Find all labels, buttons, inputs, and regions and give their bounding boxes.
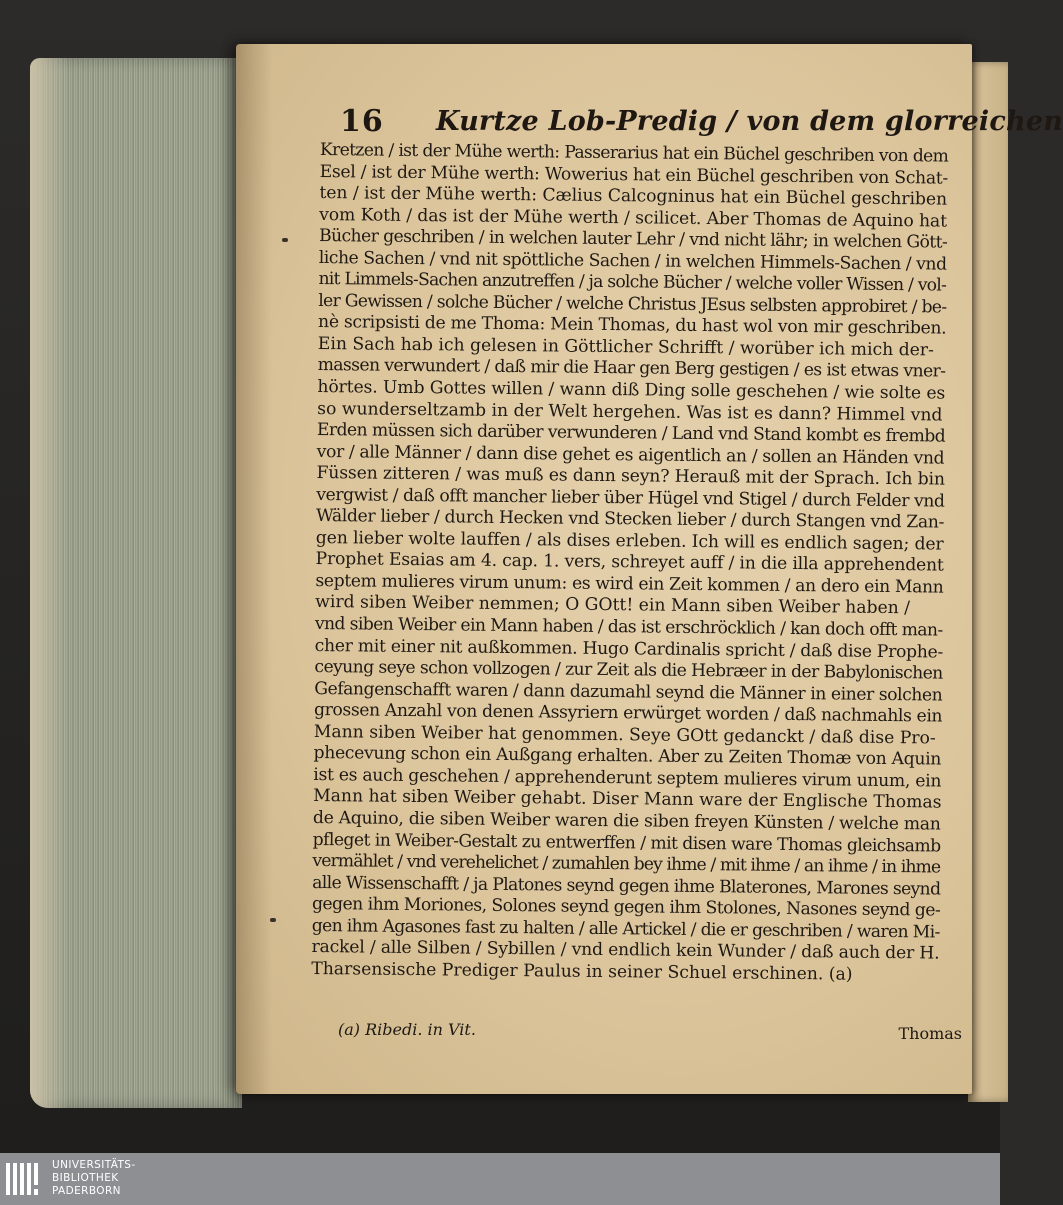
text-line: Mann siben Weiber hat genommen. Seye GOtt gedanckt / daß dise Pro- (313, 721, 936, 749)
text-line: Erden müssen sich darüber verwunderen / Land vnd Stand kombt es frembd (316, 420, 946, 447)
text-line: vom Koth / das ist der Mühe werth / scilicet. Aber Thomas de Aquino hat (319, 204, 948, 232)
text-line: nè scripsisti de me Thoma: Mein Thomas, du hast wol von mir geschriben. (317, 312, 947, 339)
text-line: pfleget in Weiber-Gestalt zu entwerffen / mit disen ware Thomas gleichsamb (312, 829, 941, 857)
text-line: septem mulieres virum unum: es wird ein Zeit kommen / an dero ein Mann (315, 570, 944, 598)
text-line: cher mit einer nit außkommen. Hugo Cardinalis spricht / daß dise Prophe- (314, 635, 944, 663)
text-line: Mann hat siben Weiber gehabt. Diser Mann ware der Englische Thomas (313, 786, 942, 813)
facing-page-edge (968, 62, 1008, 1102)
text-line: gen lieber wolte lauffen / als dises erleben. Ich will es endlich sagen; der (315, 527, 944, 555)
book-page-edges (30, 58, 242, 1108)
text-line: rackel / alle Silben / Sybillen / vnd endlich kein Wunder / daß auch der H. (311, 937, 940, 964)
page-header (340, 104, 1063, 144)
text-line: ler Gewissen / solche Bücher / welche Christus JEsus selbsten approbiret / be- (318, 290, 947, 318)
library-name-line-1: UNIVERSITÄTS- (52, 1159, 136, 1171)
text-line: massen verwundert / daß mir die Haar gen Berg gestigen / es ist etwas vner- (317, 355, 946, 383)
text-line: vermählet / vnd verehelichet / zumahlen bey ihme / mit ihme / an ihme / in ihme (312, 851, 941, 878)
text-line: Prophet Esaias am 4. cap. 1. vers, schreyet auff / in die illa apprehendent (315, 549, 944, 576)
text-line: vnd siben Weiber ein Mann haben / das ist erschröcklich / kan doch offt man- (314, 614, 943, 641)
text-line: Esel / ist der Mühe werth: Wowerius hat ein Büchel geschriben von Schat- (319, 161, 949, 189)
library-banner (0, 1153, 1000, 1205)
catchword: Thomas (898, 1024, 962, 1043)
text-line: liche Sachen / vnd nit spöttliche Sachen / in welchen Himmels-Sachen / vnd (318, 247, 947, 275)
footnote: (a) Ribedi. in Vit. (338, 1020, 476, 1039)
text-line: ist es auch geschehen / apprehenderunt septem mulieres virum unum, ein (313, 764, 942, 792)
margin-dot-mark (282, 238, 288, 242)
text-line: Füssen zitteren / was muß es dann seyn? Herauß mit der Sprach. Ich bin (316, 463, 945, 490)
text-line: de Aquino, die siben Weiber waren die siben freyen Künsten / welche man (312, 807, 941, 835)
margin-dot-mark (270, 918, 276, 922)
running-head: Kurtze Lob-Predig / von dem glorreichen (436, 106, 1063, 137)
text-line: nit Limmels-Sachen anzutreffen / ja solche Bücher / welche voller Wissen / vol- (318, 269, 947, 296)
text-line: gen ihm Agasones fast zu halten / alle Artickel / die er geschriben / waren Mi- (311, 915, 940, 943)
library-name-line-2: BIBLIOTHEK (52, 1172, 119, 1184)
text-line: Kretzen / ist der Mühe werth: Passerarius hat ein Büchel geschriben von dem (319, 140, 949, 167)
text-line: vor / alle Männer / dann dise gehet es aigentlich an / sollen an Händen vnd (316, 441, 945, 469)
body-text (311, 140, 950, 987)
text-line: hörtes. Umb Gottes willen / wann diß Ding solle geschehen / wie solte es (317, 377, 946, 404)
text-line: Tharsensische Prediger Paulus in seiner Schuel erschinen. (a) (311, 958, 853, 985)
text-line: vergwist / daß offt mancher lieber über Hügel vnd Stigel / durch Felder vnd (316, 484, 945, 512)
text-line: alle Wissenschafft / ja Platones seynd gegen ihme Blaterones, Marones seynd (312, 872, 941, 900)
page-footer (320, 1020, 962, 1044)
library-barcode-logo-icon (6, 1159, 46, 1199)
text-line: Gefangenschafft waren / dann dazumahl seynd die Männer in einer solchen (314, 678, 943, 706)
text-line: phecevung schon ein Außgang erhalten. Aber zu Zeiten Thomæ von Aquin (313, 743, 942, 770)
text-line: gegen ihm Moriones, Solones seynd gegen ihm Stolones, Nasones seynd ge- (311, 894, 941, 921)
library-name (52, 1159, 136, 1198)
text-line: Wälder lieber / durch Hecken vnd Stecken lieber / durch Stangen vnd Zan- (315, 506, 945, 533)
text-line: Ein Sach hab ich gelesen in Göttlicher Schrifft / worüber ich mich der- (317, 333, 934, 361)
library-name-line-3: PADERBORN (52, 1185, 121, 1197)
book-page (236, 44, 1063, 1094)
text-line: ten / ist der Mühe werth: Cælius Calcogninus hat ein Büchel geschriben (319, 183, 948, 210)
text-line: ceyung seye schon vollzogen / zur Zeit als die Hebræer in der Babylonischen (314, 657, 943, 684)
text-line: grossen Anzahl von denen Assyriern erwürget worden / daß nachmahls ein (313, 700, 943, 727)
page-number: 16 (340, 104, 384, 139)
text-line: Bücher geschriben / in welchen lauter Lehr / vnd nicht lähr; in welchen Gött- (318, 226, 948, 253)
text-line: wird siben Weiber nemmen; O GOtt! ein Mann siben Weiber haben / (315, 592, 911, 619)
text-line: so wunderseltzamb in der Welt hergehen. Was ist es dann? Himmel vnd (317, 398, 943, 426)
